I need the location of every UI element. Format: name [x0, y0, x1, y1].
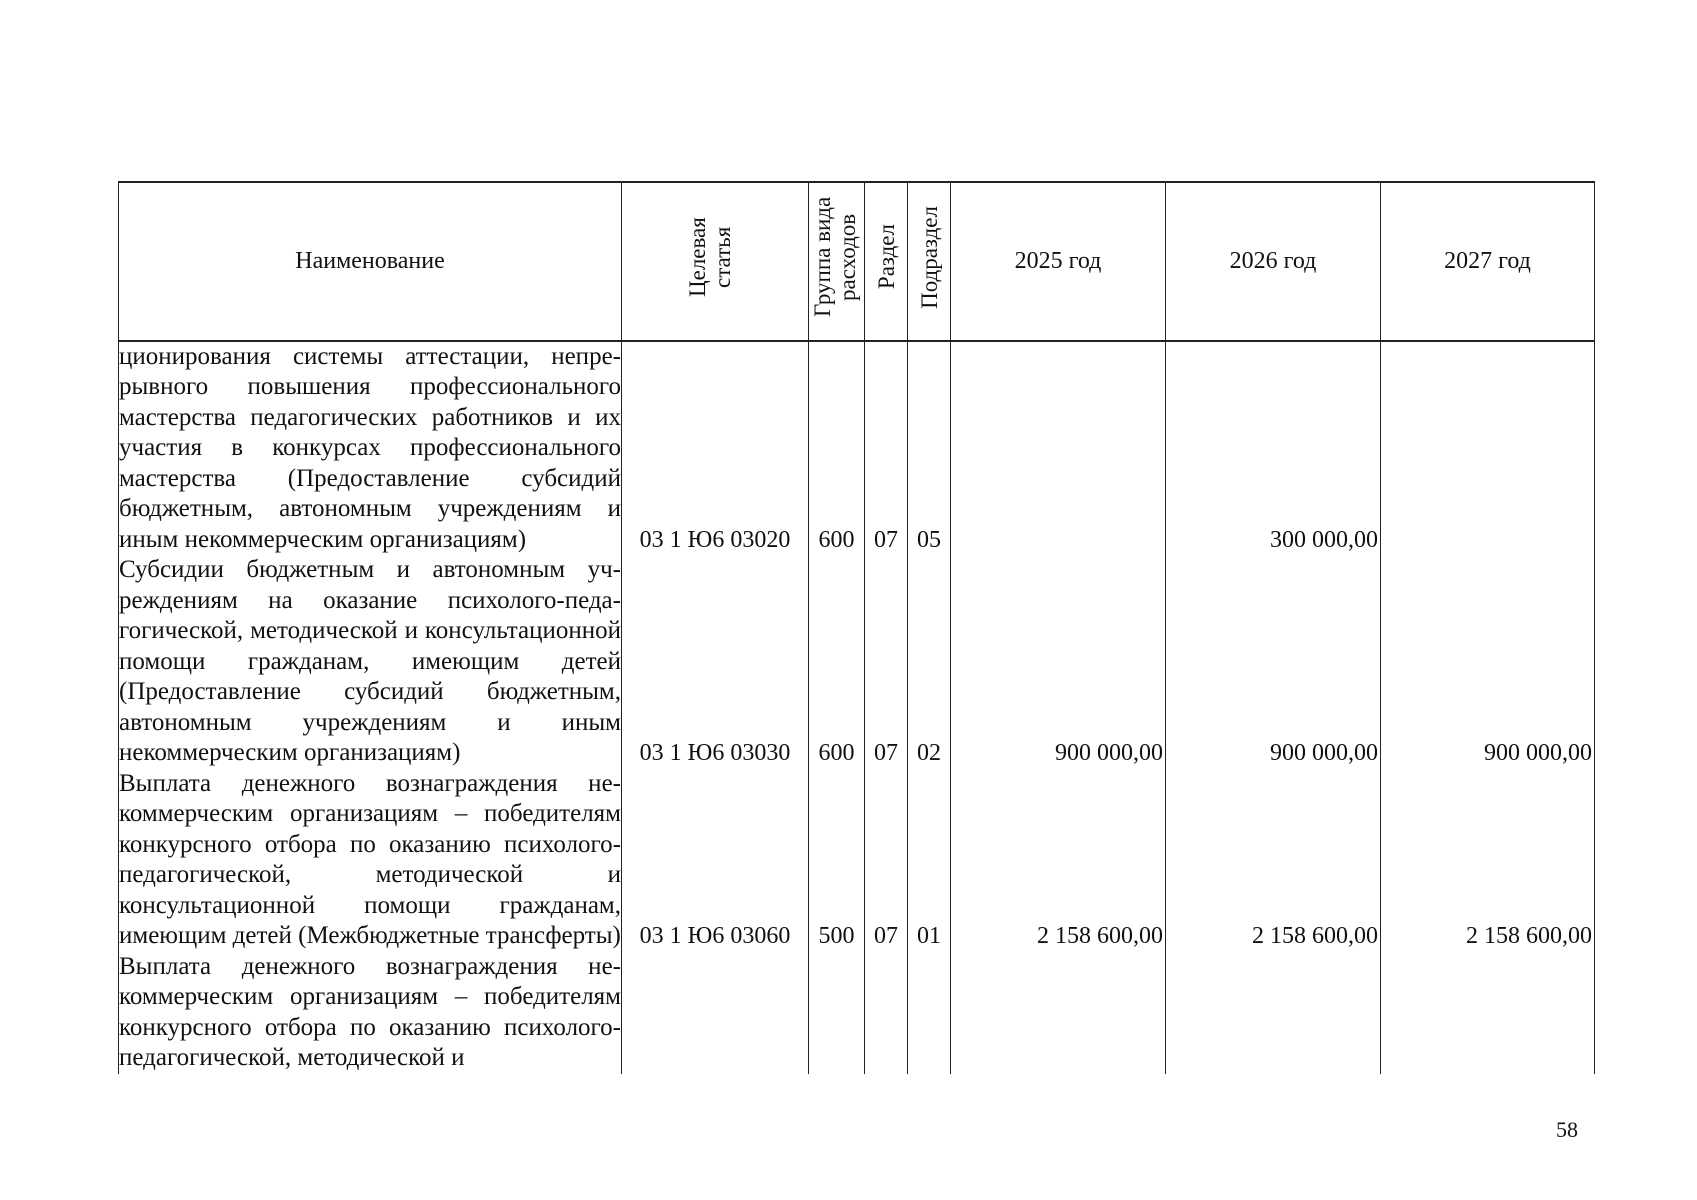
row-section: 07	[865, 555, 908, 769]
row-group: 600	[809, 341, 865, 556]
row-group	[809, 952, 865, 1074]
row-target	[622, 952, 809, 1074]
row-2026	[1166, 952, 1381, 1074]
row-2026: 900 000,00	[1166, 555, 1381, 769]
table-row	[119, 952, 1595, 1074]
row-2025: 2 158 600,00	[951, 769, 1166, 952]
header-group: Группа вида расходов	[809, 182, 865, 341]
row-2027: 2 158 600,00	[1381, 769, 1595, 952]
header-subsection: Подраздел	[908, 182, 951, 341]
header-2025: 2025 год	[951, 182, 1166, 341]
row-subsection	[908, 952, 951, 1074]
row-subsection: 01	[908, 769, 951, 952]
header-target: Целевая статья	[622, 182, 809, 341]
header-2027: 2027 год	[1381, 182, 1595, 341]
row-2026: 2 158 600,00	[1166, 769, 1381, 952]
row-name: Выплата денежного вознаграждения некоммерческим организациям – победителям конкурсного отбора по оказанию психолого-педагогической, методической и консультационной помощи гражданам, имеющим детей (Межбюджетные трансферты)	[119, 769, 622, 952]
row-target: 03 1 Ю6 03030	[622, 555, 809, 769]
row-2025	[951, 952, 1166, 1074]
row-2026: 300 000,00	[1166, 341, 1381, 556]
row-target: 03 1 Ю6 03020	[622, 341, 809, 556]
row-2027: 900 000,00	[1381, 555, 1595, 769]
row-target: 03 1 Ю6 03060	[622, 769, 809, 952]
row-group: 600	[809, 555, 865, 769]
budget-table	[118, 181, 1595, 1074]
row-subsection: 02	[908, 555, 951, 769]
row-2025	[951, 341, 1166, 556]
row-2027	[1381, 341, 1595, 556]
table-row	[119, 769, 1595, 952]
table-row	[119, 555, 1595, 769]
row-name: Субсидии бюджетным и автономным учреждениям на оказание психолого-педагогической, методической и консультационной помощи гражданам, имеющим детей (Предоставление субсидий бюджетным, автономным учреждениям и иным некоммерческим организациям)	[119, 555, 622, 769]
row-group: 500	[809, 769, 865, 952]
row-subsection: 05	[908, 341, 951, 556]
header-2026: 2026 год	[1166, 182, 1381, 341]
page-number: 58	[1556, 1117, 1578, 1142]
row-section: 07	[865, 341, 908, 556]
row-name: ционирования системы аттестации, непрерывного повышения профессионального мастерства педагогических работников и их участия в конкурсах профессионального мастерства (Предоставление субсидий бюджетным, автономным учреждениям и иным некоммерческим организациям)	[119, 341, 622, 556]
row-name: Выплата денежного вознаграждения некоммерческим организациям – победителям конкурсного отбора по оказанию психолого-педагогической, методической и	[119, 952, 622, 1074]
row-section	[865, 952, 908, 1074]
header-name: Наименование	[119, 182, 622, 341]
row-2027	[1381, 952, 1595, 1074]
header-section: Раздел	[865, 182, 908, 341]
header-row	[119, 182, 1595, 341]
table-row	[119, 341, 1595, 556]
row-section: 07	[865, 769, 908, 952]
row-2025: 900 000,00	[951, 555, 1166, 769]
